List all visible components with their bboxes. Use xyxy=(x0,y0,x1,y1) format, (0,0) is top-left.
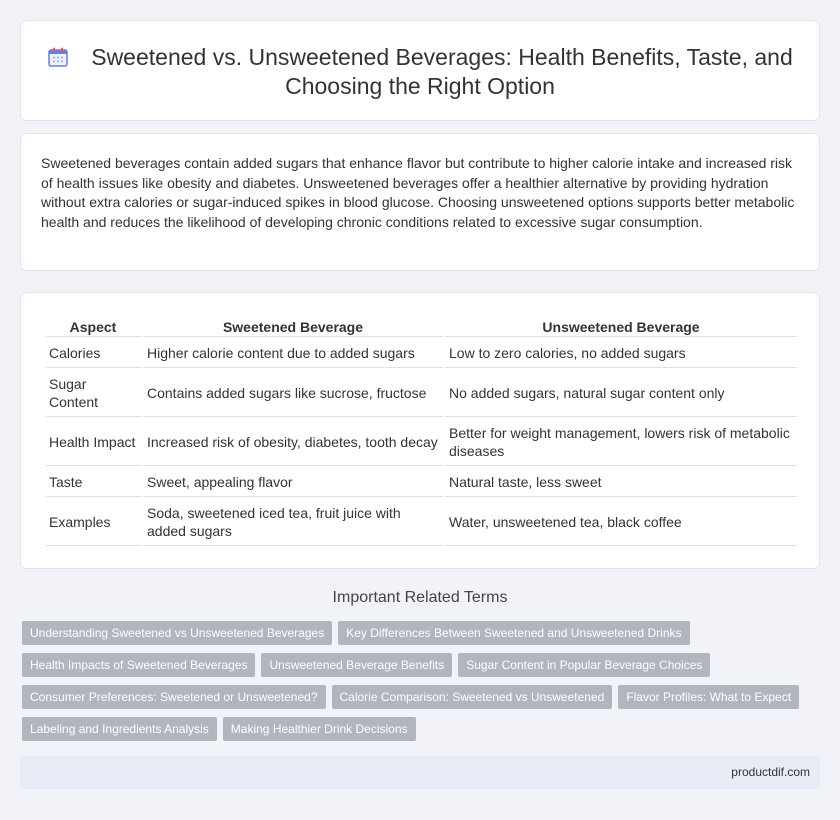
related-term-tag[interactable]: Key Differences Between Sweetened and Unsweetened Drinks xyxy=(338,621,689,645)
table-row xyxy=(45,468,797,497)
cell-aspect: Sugar Content xyxy=(45,370,141,417)
related-term-tag[interactable]: Unsweetened Beverage Benefits xyxy=(261,653,452,677)
page-title-text: Sweetened vs. Unsweetened Beverages: Health Benefits, Taste, and Choosing the Right Option xyxy=(91,44,793,99)
table-row xyxy=(45,370,797,417)
cell-aspect: Examples xyxy=(45,499,141,546)
related-terms-title: Important Related Terms xyxy=(332,589,508,606)
cell-unsweetened: No added sugars, natural sugar content only xyxy=(445,370,797,417)
related-term-tag[interactable]: Labeling and Ingredients Analysis xyxy=(22,717,217,741)
cell-unsweetened: Low to zero calories, no added sugars xyxy=(445,339,797,368)
page-title xyxy=(21,43,819,101)
table-row xyxy=(45,499,797,546)
related-term-tag[interactable]: Understanding Sweetened vs Unsweetened Beverages xyxy=(22,621,332,645)
related-terms-list xyxy=(22,621,822,749)
cell-aspect: Taste xyxy=(45,468,141,497)
table-row xyxy=(45,339,797,368)
header-sweetened: Sweetened Beverage xyxy=(143,317,443,337)
cell-aspect: Calories xyxy=(45,339,141,368)
footer xyxy=(20,756,820,789)
cell-sweetened: Soda, sweetened iced tea, fruit juice with added sugars xyxy=(143,499,443,546)
footer-site-link[interactable]: productdif.com xyxy=(731,765,810,779)
comparison-table-card xyxy=(20,292,820,569)
intro-paragraph: Sweetened beverages contain added sugars that enhance flavor but contribute to higher calorie intake and increased risk of health issues like obesity and diabetes. Unsweetened beverages offer a healthier alternative by providing hydration without extra calories or sugar-induced spikes in blood glucose. Choosing unsweetened options supports better metabolic health and reduces the likelihood of developing chronic conditions related to excessive sugar consumption. xyxy=(41,155,795,230)
cell-unsweetened: Water, unsweetened tea, black coffee xyxy=(445,499,797,546)
related-term-tag[interactable]: Sugar Content in Popular Beverage Choices xyxy=(458,653,710,677)
cell-aspect: Health Impact xyxy=(45,419,141,466)
related-term-tag[interactable]: Health Impacts of Sweetened Beverages xyxy=(22,653,255,677)
cell-unsweetened: Better for weight management, lowers risk of metabolic diseases xyxy=(445,419,797,466)
cell-sweetened: Sweet, appealing flavor xyxy=(143,468,443,497)
related-term-tag[interactable]: Calorie Comparison: Sweetened vs Unsweetened xyxy=(332,685,613,709)
cell-sweetened: Higher calorie content due to added sugars xyxy=(143,339,443,368)
related-term-tag[interactable]: Flavor Profiles: What to Expect xyxy=(618,685,799,709)
intro-card xyxy=(20,133,820,271)
table-header-row xyxy=(45,317,797,337)
cell-unsweetened: Natural taste, less sweet xyxy=(445,468,797,497)
related-term-tag[interactable]: Making Healthier Drink Decisions xyxy=(223,717,416,741)
calendar-icon xyxy=(47,46,69,68)
title-wrap xyxy=(21,43,819,101)
table-row xyxy=(45,419,797,466)
header-aspect: Aspect xyxy=(45,317,141,337)
comparison-table xyxy=(43,315,799,548)
cell-sweetened: Increased risk of obesity, diabetes, tooth decay xyxy=(143,419,443,466)
cell-sweetened: Contains added sugars like sucrose, fructose xyxy=(143,370,443,417)
related-term-tag[interactable]: Consumer Preferences: Sweetened or Unsweetened? xyxy=(22,685,326,709)
header-unsweetened: Unsweetened Beverage xyxy=(445,317,797,337)
header-card xyxy=(20,20,820,121)
